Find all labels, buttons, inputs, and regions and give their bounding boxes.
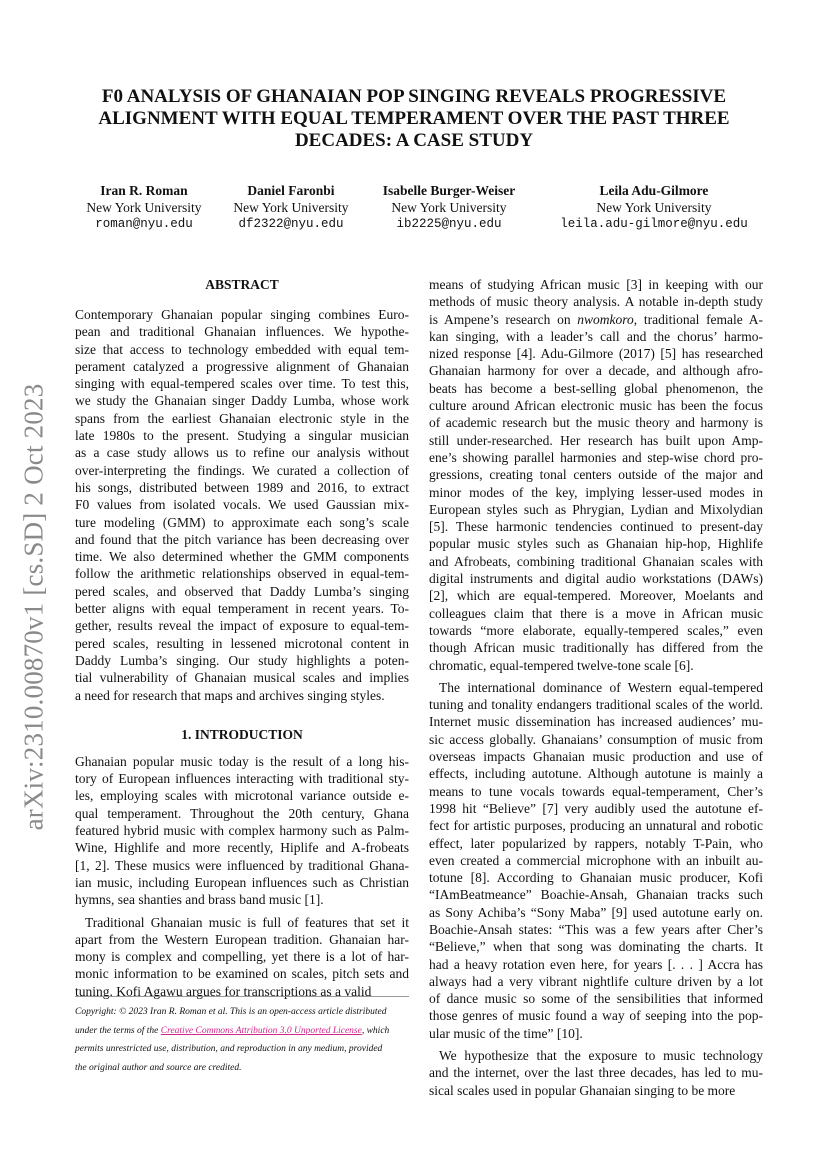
- text-line: as a case study allows us to refine our analysis without: [75, 445, 409, 461]
- text-line: Internet music dissemination has increased audiences’ mu-: [429, 714, 763, 730]
- text-line: Boachie-Ansah states: “This was a few years after Cher’s: [429, 921, 763, 937]
- text-line: The international dominance of Western equal-tempered: [439, 679, 763, 695]
- text-line: Wine, Highlife and more recently, Hiplife and A-frobeats: [75, 840, 409, 856]
- copyright-text: , which: [361, 1025, 390, 1036]
- author-name: Daniel Faronbi: [247, 183, 335, 198]
- copyright-footnote: [75, 996, 409, 1077]
- text-line: even created a commercial microphone with an inbuilt au-: [429, 852, 763, 868]
- text-line: and found that the pitch variance has been decreasing over: [75, 531, 409, 547]
- text-line: digital instruments and digital audio workstations (DAWs): [429, 571, 763, 587]
- body-paragraph-3: [429, 1047, 763, 1099]
- text-line: follow the arithmetic relationships observed in equal-tem-: [75, 566, 409, 582]
- copyright-line: Copyright: © 2023 Iran R. Roman et al. This is an open-access article distributed: [75, 1007, 387, 1017]
- text-line: size that access to technology embedded with equal tem-: [75, 341, 409, 357]
- abstract-body: [75, 306, 409, 704]
- author-affiliation: New York University: [596, 200, 712, 215]
- author-email: roman@nyu.edu: [95, 217, 193, 231]
- text-line: kan singing, with a leader’s call and the chorus’ harmo-: [429, 328, 763, 344]
- body-paragraph-2: [429, 679, 763, 1042]
- text-line: ular music of the time” [10].: [429, 1025, 583, 1041]
- text-line: tory of European influences interacting with traditional sty-: [75, 771, 409, 787]
- title-line: ALIGNMENT WITH EQUAL TEMPERAMENT OVER THE PAST THREE: [98, 108, 730, 129]
- text-line: Ghanaian popular music today is the result of a long his-: [75, 753, 409, 769]
- text-line: gether, results reveal the impact of exposure to equal-tem-: [75, 618, 409, 634]
- author-affiliation: New York University: [86, 200, 202, 215]
- text-line: culture around African electronic music has been the focus: [429, 398, 763, 414]
- text-line: late 1980s to the present. Studying a singular musician: [75, 428, 409, 444]
- text-line: pered scales, and observed that Daddy Lumba’s singing: [75, 583, 409, 599]
- text-line: overseas impacts Ghanaian music production and use of: [429, 749, 763, 765]
- text-line: European styles such as Phrygian, Lydian and Mixolydian: [429, 501, 763, 517]
- text-line: apart from the Western European tradition. Ghanaian har-: [75, 931, 409, 947]
- author-name: Leila Adu-Gilmore: [599, 183, 709, 198]
- text-line: pered scales, resulting in lessened microtonal content in: [75, 635, 409, 651]
- text-line: over-interpreting the findings. We curated a collection of: [75, 462, 409, 478]
- author-email: df2322@nyu.edu: [238, 217, 344, 231]
- text-line: les, employing scales with microtonal variance outside e-: [75, 788, 409, 804]
- text-line: though African music traditionally has differed from the: [429, 640, 763, 656]
- text-line: those genres of music found a way of seeping into the pop-: [429, 1008, 763, 1024]
- paper-title: [60, 86, 768, 152]
- text-line: pean and traditional Ghanaian influences. We hypothe-: [75, 324, 409, 340]
- text-line: minor modes of the key, implying lesser-used modes in: [429, 484, 763, 500]
- text-line: ture modeling (GMM) to approximate each song’s scale: [75, 514, 409, 530]
- text-line: featured hybrid music with complex harmony such as Palm-: [75, 823, 409, 839]
- arxiv-identifier: arXiv:2310.00870v1 [cs.SD] 2 Oct 2023: [18, 383, 49, 831]
- abstract-heading: ABSTRACT: [205, 277, 279, 292]
- introduction-heading: 1. INTRODUCTION: [181, 726, 303, 742]
- text-line: [1, 2]. These musics were influenced by traditional Ghana-: [75, 857, 409, 873]
- text-line: better aligns with equal temperament in recent years. To-: [75, 601, 409, 617]
- text-line: Traditional Ghanaian music is full of features that set it: [85, 914, 409, 930]
- text-line: totune [8]. According to Ghanaian music producer, Kofi: [429, 870, 763, 886]
- text-line: 1998 hit “Believe” [7] very audibly used the autotune ef-: [429, 800, 763, 816]
- text-line: [2], which are equal-tempered. Moreover, Moelants and: [429, 588, 763, 604]
- text-line: sic access globally. Ghanaians’ consumption of music from: [429, 731, 763, 747]
- text-line: spans from the earliest Ghanaian electronic style in the: [75, 410, 409, 426]
- text-line: as Sony Achiba’s “Sony Maba” [9] used autotune early on.: [429, 904, 763, 920]
- text-line: singing with equal-tempered scales over time. To test this,: [75, 376, 409, 392]
- text-line: had a heavy rotation even here, for years [. . . ] Accra has: [429, 956, 763, 972]
- left-column: [75, 276, 409, 1000]
- title-line: DECADES: A CASE STUDY: [294, 130, 534, 151]
- author-entry: [372, 182, 526, 233]
- text-line: ian music, including European influences such as Christian: [75, 874, 409, 890]
- text-line: [5]. These harmonic tendencies continued to present-day: [429, 519, 763, 535]
- author-email: ib2225@nyu.edu: [396, 217, 502, 231]
- author-name: Iran R. Roman: [100, 183, 188, 198]
- text-line: Contemporary Ghanaian popular singing combines Euro-: [75, 307, 409, 322]
- text-line: hymns, sea shanties and brass band music [1].: [75, 892, 324, 908]
- text-line: effect, later popularized by rappers, notably T-Pain, who: [429, 835, 763, 851]
- text-line: We hypothesize that the exposure to music technology: [439, 1048, 763, 1064]
- text-line: popular music styles such as Ghanaian hip-hop, Highlife: [429, 536, 763, 552]
- text-line: is Ampene’s research on nwomkoro, traditional female A-: [429, 311, 763, 327]
- text-line: fect for artistic purposes, producing an unnatural and robotic: [429, 818, 763, 834]
- text-line: tial vulnerability of Ghanaian musical scales and implies: [75, 670, 409, 686]
- text-line: gressions, creating tonal centers outside of the major and: [429, 467, 763, 483]
- text-line: “IAmBeatmeance” Boachie-Ansah, Ghanaian tracks such: [429, 887, 763, 903]
- text-line: colleagues claim that there is a move in African music: [429, 605, 763, 621]
- license-link[interactable]: Creative Commons Attribution 3.0 Unported License: [160, 1025, 362, 1036]
- text-line: ene’s showing parallel harmonies and step-wise chord pro-: [429, 449, 763, 465]
- author-name: Isabelle Burger-Weiser: [382, 183, 516, 198]
- text-line: towards “more elaborate, equally-tempered scales,” even: [429, 622, 763, 638]
- author-entry: [540, 182, 768, 233]
- text-line: means of studying African music [3] in keeping with our: [429, 277, 763, 292]
- text-line: beats has become a best-selling global phenomenon, the: [429, 380, 763, 396]
- text-line: mony is complex and compelling, yet there is a lot of har-: [75, 949, 409, 965]
- text-line: nized response [4]. Adu-Gilmore (2017) [5] has researched: [429, 346, 763, 362]
- text-line: monic information to be examined on scales, pitch sets and: [75, 966, 409, 982]
- intro-paragraph-1: [75, 753, 409, 909]
- text-line: of academic research but the music theory and harmony is: [429, 415, 763, 431]
- text-line: qual temperament. Throughout the 20th century, Ghana: [75, 805, 409, 821]
- author-affiliation: New York University: [233, 200, 349, 215]
- text-line: perament catalyzed a progressive alignment of Ghanaian: [75, 358, 409, 374]
- right-column: [429, 276, 763, 1099]
- text-line: we study the Ghanaian singer Daddy Lumba, whose work: [75, 393, 409, 409]
- text-line: effects, including autotune. Although autotune is mainly a: [429, 766, 763, 782]
- text-line: methods of music theory analysis. A notable in-depth study: [429, 294, 763, 310]
- author-email: leila.adu-gilmore@nyu.edu: [560, 217, 748, 231]
- text-line: time. We also determined whether the GMM components: [75, 549, 409, 565]
- text-line: and Afrobeats, combining traditional Ghanaian scales with: [429, 553, 763, 569]
- body-paragraph-1: [429, 276, 763, 674]
- intro-paragraph-2: [75, 914, 409, 1000]
- text-line: tuning and tonality endangers traditional scales of the world.: [429, 697, 763, 713]
- text-line: and the internet, over the last three decades, has led to mu-: [429, 1065, 763, 1081]
- title-line: F0 ANALYSIS OF GHANAIAN POP SINGING REVEALS PROGRESSIVE: [101, 86, 727, 107]
- text-line: sical scales used in popular Ghanaian singing to be more: [429, 1082, 736, 1098]
- copyright-line: permits unrestricted use, distribution, and reproduction in any medium, provided: [75, 1044, 383, 1054]
- author-affiliation: New York University: [391, 200, 507, 215]
- text-line: “Believe,” when that song was dominating the charts. It: [429, 939, 763, 955]
- author-entry: [224, 182, 358, 233]
- text-line: F0 values from isolated vocals. We used Gaussian mix-: [75, 497, 409, 513]
- text-line: Ghanaian harmony for over a decade, and although afro-: [429, 363, 763, 379]
- text-line: means to tune vocals towards equal-temperament, Cher’s: [429, 783, 763, 799]
- copyright-line: [75, 1022, 409, 1041]
- text-line: chromatic, equal-tempered twelve-tone scale [6].: [429, 657, 694, 673]
- text-line: still under-researched. Her research has built upon Amp-: [429, 432, 763, 448]
- text-line: his songs, distributed between 1989 and 2016, to extract: [75, 479, 409, 495]
- copyright-text: under the terms of the: [75, 1025, 161, 1036]
- text-line: always had a very vibrant nightlife culture driven by a lot: [429, 973, 763, 989]
- text-line: tuning. Kofi Agawu argues for transcriptions as a valid: [75, 983, 372, 999]
- author-block: [0, 182, 828, 238]
- author-entry: [76, 182, 212, 233]
- text-line: a need for research that maps and archives singing styles.: [75, 687, 385, 703]
- copyright-line: the original author and source are credited.: [75, 1062, 242, 1073]
- arxiv-side-stamp: [12, 372, 56, 842]
- text-line: Daddy Lumba’s singing. Our study highlights a poten-: [75, 652, 409, 668]
- text-line: of dance music so some of the sensibilities that informed: [429, 991, 763, 1007]
